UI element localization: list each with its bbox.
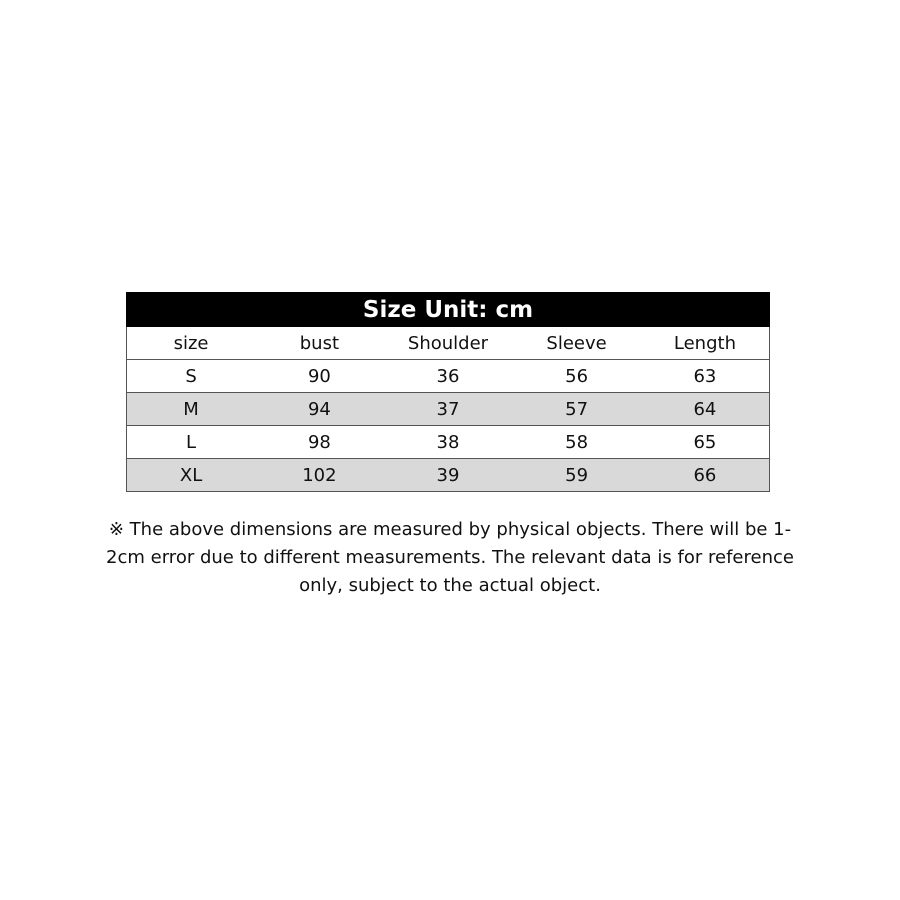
column-header-shoulder: Shoulder (384, 327, 513, 360)
table-row (127, 459, 770, 492)
cell-shoulder: 36 (384, 360, 513, 393)
cell-size: S (127, 360, 256, 393)
table-title: Size Unit: cm (127, 293, 770, 327)
measurement-note: ※ The above dimensions are measured by physical objects. There will be 1-2cm error due to different measurements. The relevant data is for reference only, subject to the actual object. (106, 519, 794, 596)
cell-bust: 98 (255, 426, 384, 459)
cell-length: 63 (641, 360, 770, 393)
size-chart-table (126, 292, 770, 492)
cell-size: XL (127, 459, 256, 492)
table-header-row (127, 327, 770, 360)
column-header-size: size (127, 327, 256, 360)
cell-shoulder: 39 (384, 459, 513, 492)
table-row (127, 393, 770, 426)
cell-shoulder: 38 (384, 426, 513, 459)
cell-sleeve: 58 (512, 426, 641, 459)
cell-bust: 94 (255, 393, 384, 426)
cell-size: M (127, 393, 256, 426)
cell-shoulder: 37 (384, 393, 513, 426)
cell-sleeve: 56 (512, 360, 641, 393)
column-header-bust: bust (255, 327, 384, 360)
table-row (127, 360, 770, 393)
table-title-row (127, 293, 770, 327)
cell-bust: 90 (255, 360, 384, 393)
cell-sleeve: 57 (512, 393, 641, 426)
cell-sleeve: 59 (512, 459, 641, 492)
column-header-length: Length (641, 327, 770, 360)
cell-length: 64 (641, 393, 770, 426)
column-header-sleeve: Sleeve (512, 327, 641, 360)
table-row (127, 426, 770, 459)
cell-length: 66 (641, 459, 770, 492)
cell-size: L (127, 426, 256, 459)
cell-bust: 102 (255, 459, 384, 492)
cell-length: 65 (641, 426, 770, 459)
